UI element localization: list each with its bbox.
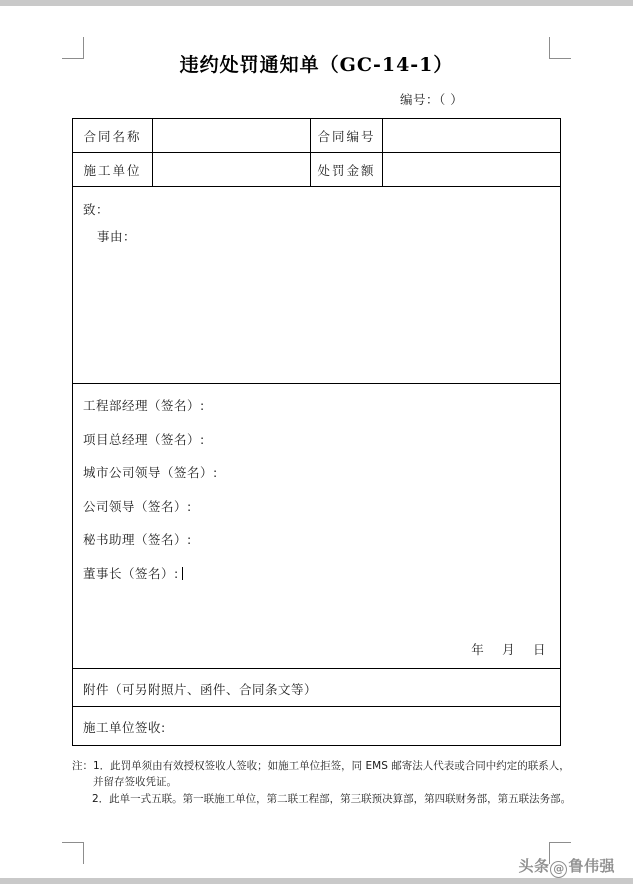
label-attachment: 附件（可另附照片、函件、合同条文等） — [83, 682, 318, 697]
penalty-notice-form-table — [72, 118, 561, 746]
table-row — [73, 669, 561, 707]
table-row — [73, 707, 561, 746]
watermark — [518, 855, 615, 878]
signature-line-chairman[interactable] — [83, 564, 550, 598]
signature-line-project-general-manager[interactable]: 项目总经理（签名）: — [83, 431, 205, 447]
table-row — [73, 187, 561, 384]
label-reason: 事由： — [97, 229, 137, 244]
label-construction-unit: 施工单位 — [73, 153, 153, 187]
text-cursor — [182, 567, 184, 580]
signature-line-chairman-label: 董事长（签名）: — [83, 565, 179, 581]
document-title: 违约处罚通知单（GC-14-1） — [179, 54, 454, 76]
document-number-field: 编号：（ ） — [400, 92, 464, 107]
footer-notes — [72, 758, 572, 807]
table-row — [73, 384, 561, 669]
signature-line-city-company-leader[interactable]: 城市公司领导（签名）: — [83, 465, 218, 480]
label-contract-number: 合同编号 — [311, 119, 383, 153]
note-item-2: 2．此单一式五联。第一联施工单位，第二联工程部，第三联预决算部，第四联财务部，第五联法务部。 — [92, 792, 572, 805]
label-penalty-amount: 处罚金额 — [311, 153, 383, 187]
table-row — [73, 153, 561, 187]
field-contract-number[interactable] — [383, 119, 561, 153]
date-line: 年 月 日 — [471, 642, 546, 657]
at-icon: @ — [550, 861, 567, 878]
page-edge-strip-bottom — [0, 878, 633, 884]
field-penalty-amount[interactable] — [383, 153, 561, 187]
note-item-1: 1．此罚单须由有效授权签收人签收；如施工单位拒签，同 EMS 邮寄法人代表或合同中约定的联系人，并留存签收凭证。 — [93, 760, 570, 789]
notes-label: 注： — [72, 760, 93, 772]
field-contract-name[interactable] — [153, 119, 311, 153]
signature-line-secretary-assistant[interactable]: 秘书助理（签名）: — [83, 532, 192, 547]
note-row — [72, 758, 572, 791]
notice-body-cell[interactable] — [73, 187, 561, 384]
signature-line-engineering-manager[interactable]: 工程部经理（签名）: — [83, 398, 205, 413]
watermark-platform: 头条 — [518, 857, 550, 875]
attachment-cell[interactable] — [73, 669, 561, 707]
label-contract-name: 合同名称 — [73, 119, 153, 153]
receipt-cell[interactable] — [73, 707, 561, 746]
signature-line-company-leader[interactable]: 公司领导（签名）: — [83, 498, 192, 514]
table-row — [73, 119, 561, 153]
label-addressee: 致： — [83, 202, 110, 217]
document-page — [0, 6, 633, 878]
signature-section-cell[interactable] — [73, 384, 561, 669]
crop-mark-bottom-left — [62, 842, 84, 864]
field-construction-unit[interactable] — [153, 153, 311, 187]
label-construction-unit-receipt: 施工单位签收: — [83, 720, 166, 735]
signature-list — [83, 396, 550, 597]
watermark-author: 鲁伟强 — [568, 857, 615, 875]
